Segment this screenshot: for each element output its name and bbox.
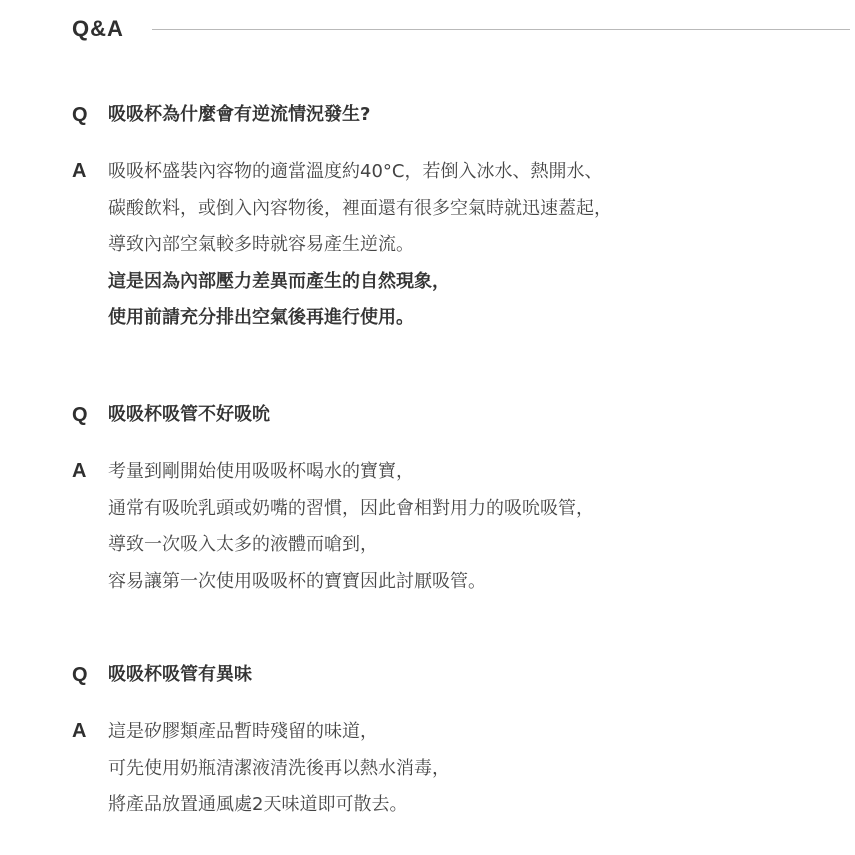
answer-marker: A bbox=[72, 720, 87, 742]
answer-marker: A bbox=[72, 160, 87, 182]
answer-row bbox=[72, 714, 842, 824]
question-marker: Q bbox=[72, 404, 88, 426]
answer-row bbox=[72, 454, 842, 600]
answer-line: 通常有吸吮乳頭或奶嘴的習慣，因此會相對用力的吸吮吸管， bbox=[108, 497, 594, 519]
page-title: Q&A bbox=[72, 16, 124, 41]
answer-line: 這是矽膠類產品暫時殘留的味道， bbox=[108, 721, 378, 742]
qa-header bbox=[72, 12, 850, 46]
answer-line: 可先使用奶瓶清潔液清洗後再以熱水消毒， bbox=[108, 757, 450, 779]
answer-line: 導致一次吸入太多的液體而嗆到， bbox=[108, 534, 378, 555]
question-row bbox=[72, 658, 842, 692]
question-marker: Q bbox=[72, 664, 88, 686]
question-row bbox=[72, 98, 842, 132]
answer-line: 將產品放置通風處2天味道即可散去。 bbox=[108, 794, 408, 815]
answer-text bbox=[108, 154, 612, 337]
answer-line: 導致內部空氣較多時就容易產生逆流。 bbox=[108, 234, 414, 255]
question-text: 吸吸杯吸管不好吸吮 bbox=[108, 404, 270, 425]
answer-marker: A bbox=[72, 460, 87, 482]
answer-line: 碳酸飲料，或倒入內容物後，裡面還有很多空氣時就迅速蓋起， bbox=[108, 197, 612, 219]
question-text: 吸吸杯吸管有異味 bbox=[108, 664, 252, 685]
answer-line-emphasis: 這是因為內部壓力差異而產生的自然現象， bbox=[108, 270, 450, 292]
answer-row bbox=[72, 154, 842, 337]
answer-text bbox=[108, 454, 594, 600]
answer-text bbox=[108, 714, 450, 824]
qa-item-2 bbox=[72, 398, 842, 600]
header-divider bbox=[152, 29, 850, 30]
qa-item-1 bbox=[72, 98, 842, 337]
answer-line-emphasis: 使用前請充分排出空氣後再進行使用。 bbox=[108, 307, 414, 328]
answer-line: 容易讓第一次使用吸吸杯的寶寶因此討厭吸管。 bbox=[108, 570, 486, 592]
question-text: 吸吸杯為什麼會有逆流情況發生? bbox=[108, 104, 371, 125]
question-row bbox=[72, 398, 842, 432]
answer-line: 吸吸杯盛裝內容物的適當溫度約40°C，若倒入冰水、熱開水、 bbox=[108, 161, 603, 182]
answer-line: 考量到剛開始使用吸吸杯喝水的寶寶， bbox=[108, 461, 414, 482]
question-marker: Q bbox=[72, 104, 88, 126]
qa-item-3 bbox=[72, 658, 842, 824]
